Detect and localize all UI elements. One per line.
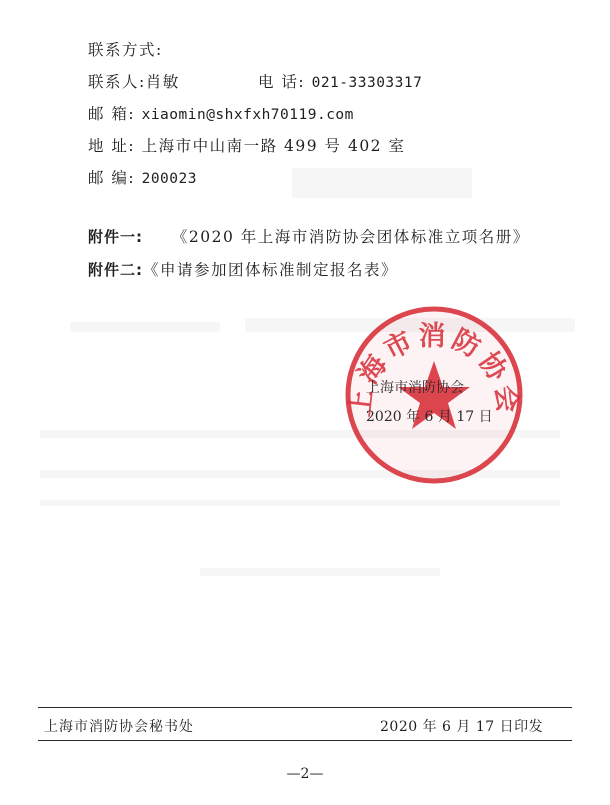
contact-postcode-row: [88, 166, 197, 188]
contact-phone-value: 021-33303317: [311, 75, 423, 91]
contact-address-label: 地 址:: [88, 137, 136, 155]
page-number: —2—: [286, 766, 324, 782]
footer-issue-date: 2020 年 6 月 17 日印发: [380, 719, 544, 735]
contact-person-label: 联系人:: [88, 73, 146, 91]
contact-email-row: [88, 102, 354, 124]
signature-organization: 上海市消防协会: [366, 380, 464, 396]
attachment-title: 《2020 年上海市消防协会团体标准立项名册》: [171, 228, 530, 246]
contact-person-row: [88, 70, 180, 92]
attachment-item: [88, 225, 530, 247]
bleed-through-mark: [40, 500, 560, 506]
bleed-through-mark: [292, 168, 472, 198]
contact-heading: 联系方式:: [88, 41, 163, 59]
contact-postcode-value: 200023: [141, 171, 197, 187]
bleed-through-mark: [200, 568, 440, 576]
contact-email-label: 邮 箱:: [88, 105, 136, 123]
contact-address-row: [88, 134, 405, 156]
contact-phone-row: [258, 70, 422, 92]
contact-email-value: xiaomin@shxfxh70119.com: [141, 107, 354, 123]
attachment-title: 《申请参加团体标准制定报名表》: [143, 261, 399, 279]
contact-phone-label: 电 话:: [258, 73, 306, 91]
seal-text: 上海市消防协会: [344, 321, 524, 419]
bleed-through-mark: [70, 322, 220, 332]
contact-postcode-label: 邮 编:: [88, 169, 136, 187]
footer-bottom-rule: [38, 740, 572, 741]
attachment-label: 附件二:: [88, 261, 143, 279]
footer-issuer: 上海市消防协会秘书处: [44, 719, 194, 735]
signature-date: 2020 年 6 月 17 日: [366, 409, 493, 425]
attachment-label: 附件一:: [88, 228, 143, 246]
contact-address-value: 上海市中山南一路 499 号 402 室: [141, 137, 406, 155]
attachment-item: [88, 258, 398, 280]
contact-person-name: 肖敏: [145, 73, 180, 91]
footer-top-rule: [38, 707, 572, 708]
